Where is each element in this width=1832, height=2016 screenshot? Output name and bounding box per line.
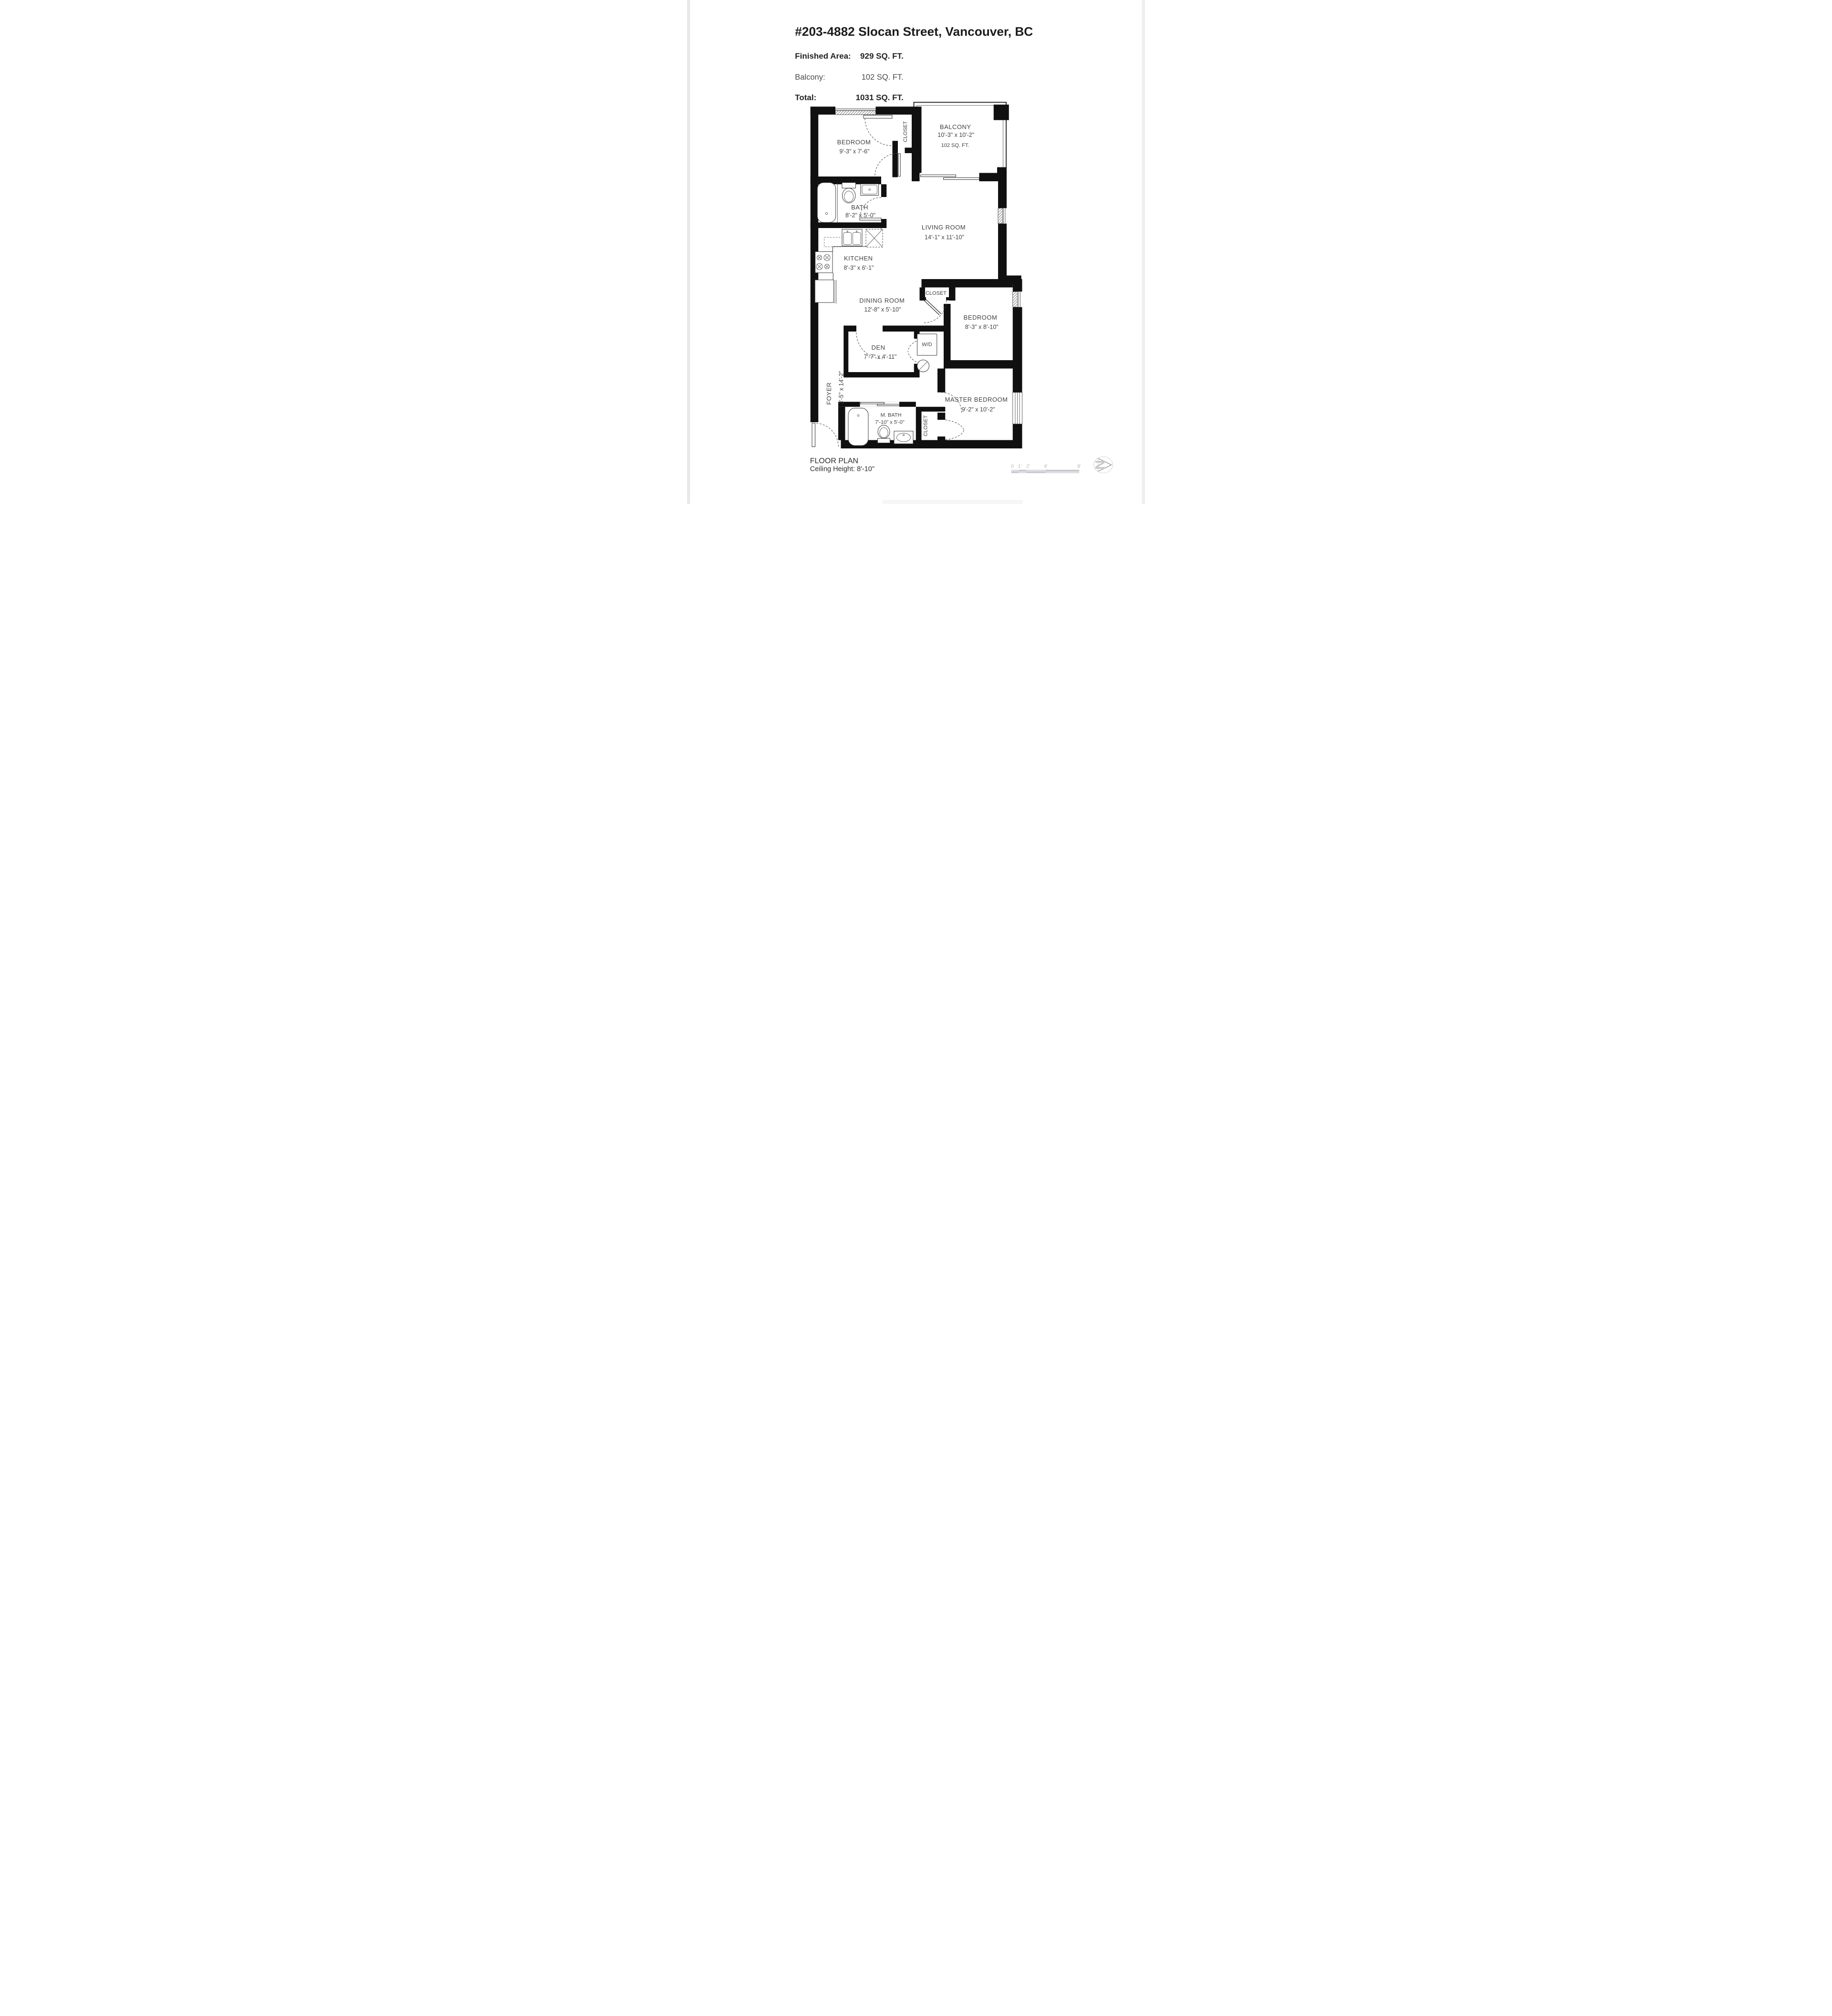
balcony-label: BALCONY: [939, 123, 971, 131]
bedroom2-dims: 8'-3" x 8'-10": [965, 323, 999, 331]
foyer-label: FOYER: [825, 382, 833, 405]
balcony-area-label: Balcony:: [795, 73, 825, 82]
bedroom1-label: BEDROOM: [837, 138, 871, 146]
mbath-sliding-door: [877, 404, 900, 405]
floor-plan-image: [687, 0, 1145, 504]
wall-mcloset-stub-bottom: [937, 436, 945, 440]
right-edge-strip: [1142, 0, 1145, 504]
den-dims: 7'-7" x 4'-11": [864, 353, 897, 360]
balcony-slider-opening: [920, 173, 979, 182]
wall-bedroom2-top: [922, 279, 1013, 288]
master-bedroom-label: MASTER BEDROOM: [945, 395, 1008, 403]
kitchen-sink: [842, 229, 862, 246]
balcony-sliding-door: [944, 178, 979, 180]
den-door-opening: [856, 326, 883, 332]
wall-closet1-stub: [905, 148, 912, 154]
wall-living-right: [998, 181, 1007, 276]
scale-bar-segments: [1011, 470, 1079, 473]
bedroom1-dims: 9'-3" x 7'-6": [839, 148, 870, 155]
den-label: DEN: [871, 344, 885, 351]
wall-master-left-upper: [937, 369, 945, 393]
master-toilet-tank: [878, 438, 890, 443]
bedroom1-door-leaf: [864, 115, 892, 119]
page-title: #203-4882 Slocan Street, Vancouver, BC: [795, 24, 1033, 39]
wall-den-bottom: [843, 372, 919, 377]
wall-mcloset-left: [916, 407, 922, 440]
master-bath-dims: 7'-10" x 5'-0": [875, 419, 905, 426]
wall-bath-bottom: [811, 222, 881, 228]
balcony-sqft: 102 SQ. FT.: [941, 143, 969, 148]
mbath-sliding-door: [861, 403, 885, 404]
dining-room-dims: 12'-8" x 5'-10": [864, 306, 901, 313]
bath-dims: 8'-2" x 5'-0": [845, 212, 875, 219]
master-closet-label: CLOSET: [923, 415, 929, 436]
bath-sink: [861, 184, 879, 196]
entry-door-leaf: [812, 423, 815, 447]
scale-tick-1: 1': [1018, 464, 1022, 469]
wall-bath-right-stub: [881, 219, 886, 228]
wall-mcloset-stub-top: [937, 413, 945, 420]
kitchen-dims: 8'-3" x 6'-1": [843, 264, 874, 271]
wall-bedroom2-left: [944, 304, 951, 369]
master-bathtub: [848, 408, 868, 446]
stove: [815, 252, 833, 273]
wall-den-left: [843, 332, 848, 372]
wall-mcloset-top: [922, 407, 946, 412]
finished-area-label: Finished Area:: [795, 52, 851, 61]
wall-balcony-divider: [912, 107, 922, 182]
living-room-label: LIVING ROOM: [921, 224, 966, 231]
balcony-post-bottom-right: [997, 167, 1007, 182]
total-area-value: 1031 SQ. FT.: [855, 93, 904, 102]
total-area-label: Total:: [795, 93, 817, 102]
floor-plan-page: [687, 0, 1145, 504]
balcony-dims: 10'-3" x 10'-2": [937, 131, 975, 138]
bathtub: [817, 183, 836, 223]
balcony-post-top-right: [994, 104, 1009, 120]
window-bedroom2-hatch: [1013, 291, 1018, 307]
scale-tick-8: 8': [1077, 464, 1081, 469]
wall-mbath-left: [838, 407, 845, 440]
hall-door-leaf: [898, 154, 900, 177]
foyer-dims: 3'-5" x 14'-2": [838, 371, 845, 405]
bottom-faint-bar: [883, 500, 1023, 504]
closet1-label: CLOSET: [903, 121, 908, 142]
dining-room-label: DINING ROOM: [859, 297, 905, 304]
balcony-sliding-door: [921, 175, 956, 177]
finished-area-value: 929 SQ. FT.: [860, 52, 904, 61]
window-bedroom1-hatch: [835, 111, 876, 114]
scale-tick-2: 2': [1026, 464, 1030, 469]
compass-n-letter: N: [1093, 460, 1107, 470]
floor-plan-title: FLOOR PLAN: [810, 457, 859, 465]
bath-label: BATH: [851, 203, 868, 211]
bedroom2-label: BEDROOM: [963, 314, 998, 321]
closet2-label: CLOSET: [925, 290, 947, 296]
kitchen-label: KITCHEN: [843, 255, 873, 262]
scale-tick-0: 0: [1011, 464, 1014, 469]
master-bath-label: M. BATH: [880, 412, 902, 418]
balcony-area-value: 102 SQ. FT.: [861, 73, 904, 82]
wall-bedroom1-right: [893, 141, 898, 177]
wall-bedroom2-bottom: [944, 360, 1022, 369]
scale-tick-4: 4': [1044, 464, 1048, 469]
washer-dryer-label: W/D: [922, 342, 932, 348]
living-room-dims: 14'-1" x 11'-10": [925, 234, 964, 241]
master-bedroom-dims: 9'-2" x 10'-2": [961, 406, 995, 413]
closet2-jamb-right: [946, 297, 950, 301]
wall-bath-right: [881, 184, 886, 197]
window-living-hatch: [998, 208, 1003, 224]
wall-closet2-right: [949, 288, 956, 301]
ceiling-height-label: Ceiling Height: 8'-10": [810, 465, 875, 473]
toilet-tank: [842, 183, 856, 188]
fridge: [815, 280, 833, 303]
left-edge-strip: [687, 0, 690, 504]
